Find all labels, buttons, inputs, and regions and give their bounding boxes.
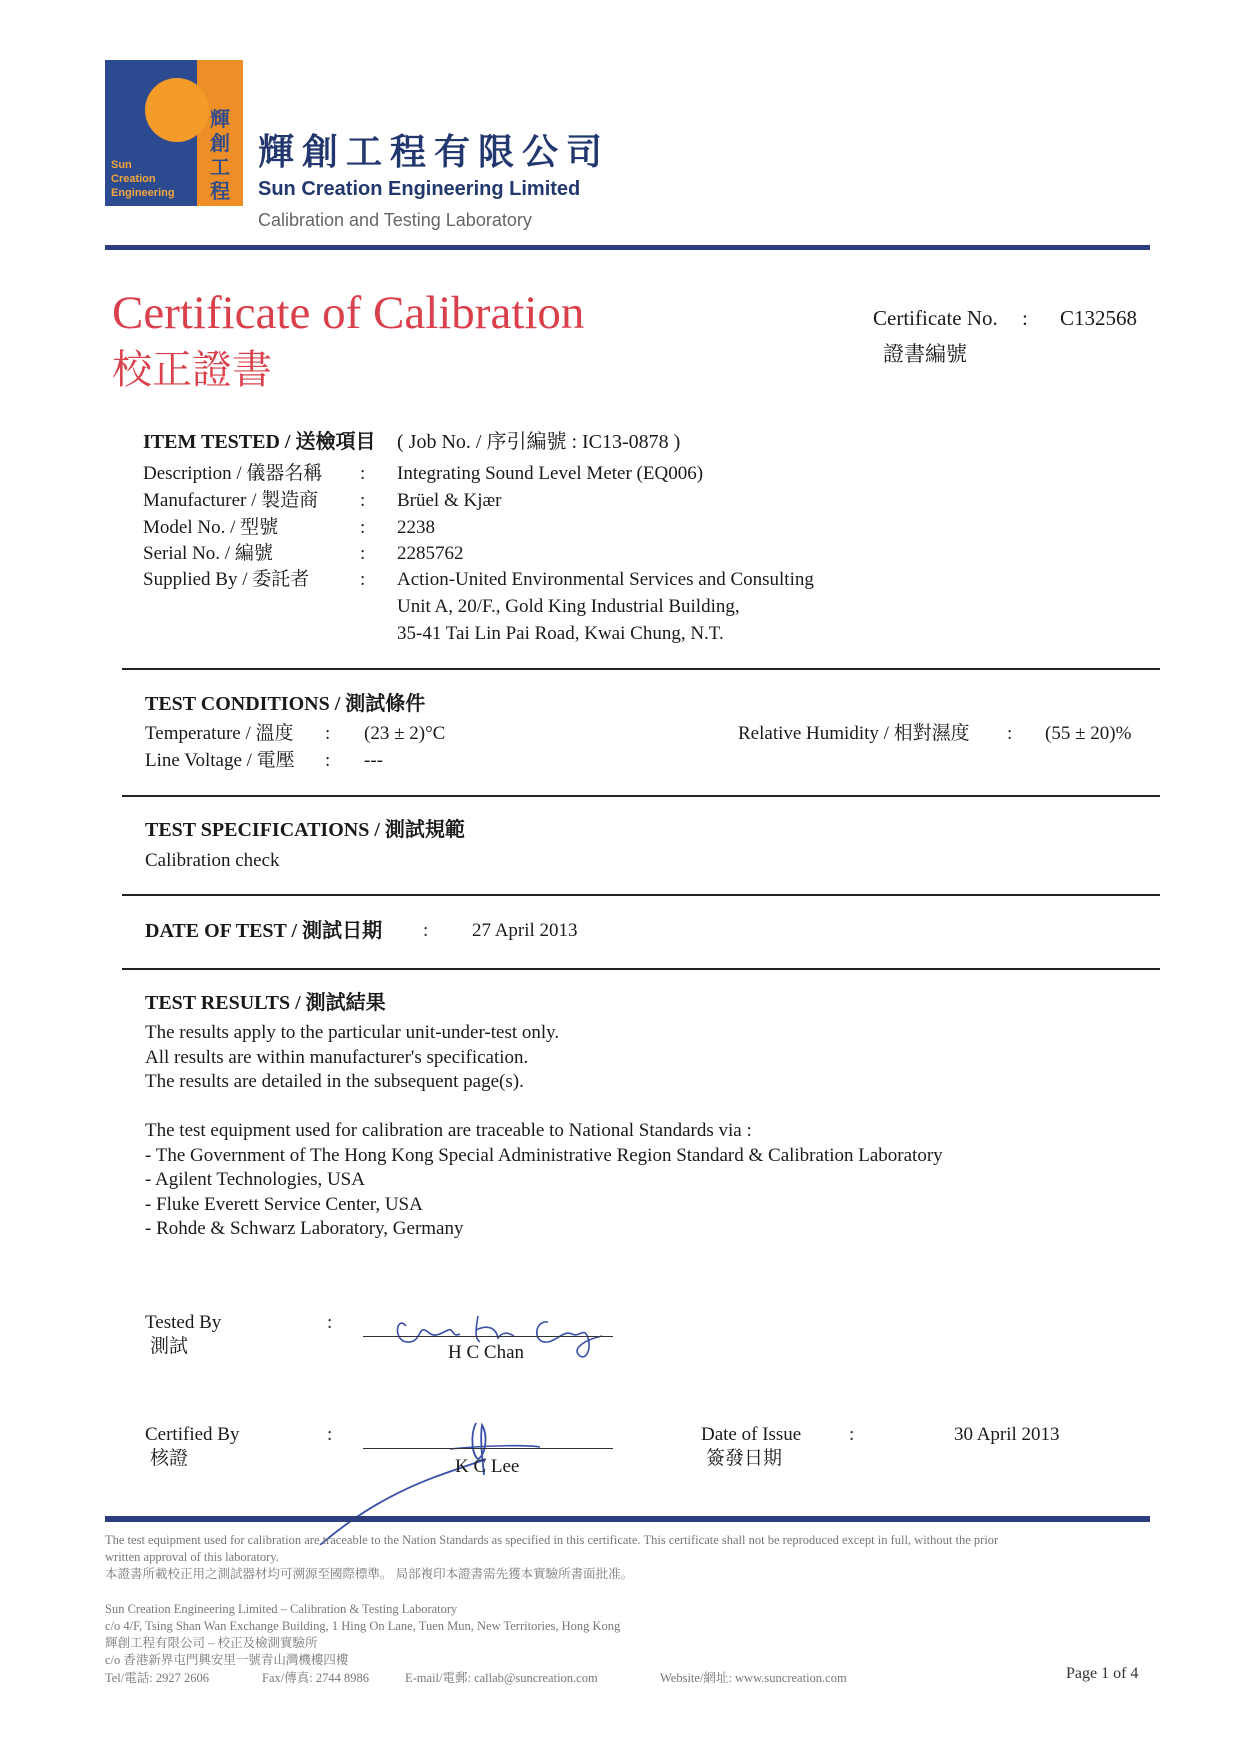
temperature-value: (23 ± 2)°C [364, 723, 446, 744]
logo-sun-icon [145, 78, 209, 142]
tested-by-name: H C Chan [448, 1342, 524, 1363]
result-line: The results apply to the particular unit-under-test only. [145, 1022, 560, 1043]
date-of-issue-value: 30 April 2013 [954, 1424, 1060, 1445]
humidity-value: (55 ± 20)% [1045, 723, 1132, 744]
footer-email: E-mail/電郵: callab@suncreation.com [405, 1671, 598, 1685]
supplied-by-separator: : [360, 569, 366, 590]
section-divider [122, 968, 1160, 970]
supplied-by-value: Action-United Environmental Services and Consulting [397, 569, 814, 590]
manufacturer-value: Brüel & Kjær [397, 490, 502, 511]
certificate-number-separator: : [1022, 306, 1028, 330]
manufacturer-label: Manufacturer / 製造商 [143, 490, 319, 511]
disclaimer-english-line-1: The test equipment used for calibration are traceable to the Nation Standards as specified in this certificate. This certificate shall not be reproduced except in full, without the prior [105, 1533, 999, 1547]
traceability-lab: - Fluke Everett Service Center, USA [145, 1193, 423, 1215]
company-name-english: Sun Creation Engineering Limited [258, 178, 581, 200]
certificate-number-value: C132568 [1060, 306, 1138, 330]
address-line-2: 35-41 Tai Lin Pai Road, Kwai Chung, N.T. [397, 623, 724, 644]
certified-by-name: K C Lee [455, 1456, 520, 1477]
certificate-title-chinese: 校正證書 [112, 347, 272, 392]
humidity-separator: : [1007, 723, 1013, 744]
section-divider [122, 894, 1160, 896]
footer-address-line: Sun Creation Engineering Limited – Calibration & Testing Laboratory [105, 1602, 458, 1616]
laboratory-name: Calibration and Testing Laboratory [258, 210, 532, 230]
supplied-by-label: Supplied By / 委託者 [143, 569, 310, 590]
signature-line [363, 1336, 613, 1337]
certificate-number-label-chinese: 證書編號 [883, 342, 967, 366]
traceability-block [145, 1119, 943, 1242]
serial-label: Serial No. / 編號 [143, 543, 273, 564]
footer-address-line: c/o 4/F, Tsing Shan Wan Exchange Building, 1 Hing On Lane, Tuen Mun, New Territories, Hong Kong [105, 1619, 621, 1633]
header-divider [105, 245, 1150, 250]
tested-by-separator: : [327, 1312, 333, 1333]
signature-line [363, 1448, 613, 1449]
disclaimer-chinese: 本證書所載校正用之測試器材均可溯源至國際標準。 局部複印本證書需先獲本實驗所書面批准。 [105, 1567, 634, 1581]
temperature-separator: : [325, 723, 331, 744]
serial-value: 2285762 [397, 543, 464, 564]
result-line: All results are within manufacturer's specification. [145, 1046, 529, 1068]
traceability-statement: The test equipment used for calibration are traceable to National Standards via : [145, 1120, 752, 1141]
footer-address-line: 輝創工程有限公司 – 校正及檢測實驗所 [105, 1636, 318, 1650]
traceability-lab: - The Government of The Hong Kong Special Administrative Region Standard & Calibration Laboratory [145, 1144, 943, 1166]
line-voltage-separator: : [325, 750, 331, 771]
footer-fax: Fax/傳真: 2744 8986 [262, 1671, 369, 1685]
job-number: ( Job No. / 序引編號 : IC13-0878 ) [397, 431, 681, 453]
date-of-issue-separator: : [849, 1424, 855, 1445]
date-of-issue-label-chinese: 簽發日期 [706, 1448, 783, 1469]
traceability-lab: - Rohde & Schwarz Laboratory, Germany [145, 1218, 464, 1239]
description-label: Description / 儀器名稱 [143, 463, 323, 484]
result-line: The results are detailed in the subsequent page(s). [145, 1071, 524, 1092]
company-name-chinese: 輝創工程有限公司 [258, 131, 611, 172]
date-of-test-heading: DATE OF TEST / 測試日期 [145, 920, 383, 942]
test-conditions-heading: TEST CONDITIONS / 測試條件 [145, 693, 426, 715]
disclaimer-english-line-2: written approval of this laboratory. [105, 1550, 279, 1564]
humidity-label: Relative Humidity / 相對濕度 [738, 723, 970, 744]
model-label: Model No. / 型號 [143, 517, 279, 538]
manufacturer-separator: : [360, 490, 366, 511]
line-voltage-label: Line Voltage / 電壓 [145, 750, 295, 771]
test-results-body [145, 1021, 559, 1095]
section-divider [122, 668, 1160, 670]
certified-by-signature [300, 1415, 600, 1545]
address-line-1: Unit A, 20/F., Gold King Industrial Building, [397, 596, 740, 617]
test-specifications-heading: TEST SPECIFICATIONS / 測試規範 [145, 819, 465, 841]
certified-by-label: Certified By [145, 1424, 240, 1445]
section-divider [122, 795, 1160, 797]
line-voltage-value: --- [364, 750, 383, 771]
temperature-label: Temperature / 溫度 [145, 723, 294, 744]
certified-by-separator: : [327, 1424, 333, 1445]
certificate-title-english: Certificate of Calibration [112, 287, 585, 339]
description-value: Integrating Sound Level Meter (EQ006) [397, 463, 704, 484]
logo-english-text: Sun Creation Engineering [111, 159, 175, 199]
tested-by-label-chinese: 測試 [150, 1336, 189, 1357]
model-separator: : [360, 517, 366, 538]
test-results-heading: TEST RESULTS / 測試結果 [145, 992, 386, 1014]
page-number: Page 1 of 4 [1066, 1665, 1139, 1682]
date-of-test-value: 27 April 2013 [472, 920, 578, 941]
tested-by-label: Tested By [145, 1312, 222, 1333]
footer-telephone: Tel/電話: 2927 2606 [105, 1671, 209, 1685]
test-specifications-value: Calibration check [145, 850, 280, 871]
date-of-issue-label: Date of Issue [701, 1424, 802, 1445]
footer-address-line: c/o 香港新界屯門興安里一號青山灣機樓四樓 [105, 1653, 349, 1667]
model-value: 2238 [397, 517, 435, 538]
certificate-number-label: Certificate No. [873, 306, 998, 330]
company-logo [105, 60, 243, 206]
item-tested-heading: ITEM TESTED / 送檢項目 [143, 431, 376, 453]
date-of-test-separator: : [423, 920, 429, 941]
traceability-lab: - Agilent Technologies, USA [145, 1169, 365, 1190]
footer-divider [105, 1516, 1150, 1522]
logo-chinese-text: 輝 創 工 程 [210, 109, 230, 203]
footer-website: Website/網址: www.suncreation.com [660, 1671, 847, 1685]
certified-by-label-chinese: 核證 [150, 1448, 189, 1469]
serial-separator: : [360, 543, 366, 564]
description-separator: : [360, 463, 366, 484]
